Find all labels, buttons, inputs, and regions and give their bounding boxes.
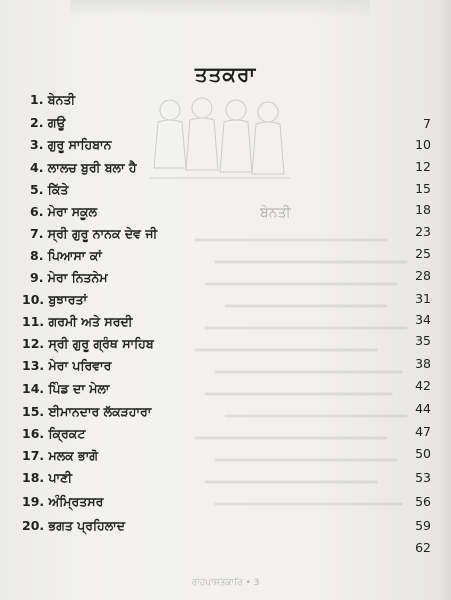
toc-entry-page: 7: [423, 116, 431, 131]
toc-entry-title: 3. ਗੁਰੂ ਸਾਹਿਬਾਨ: [30, 137, 112, 152]
toc-entry-title: 14. ਪਿੰਡ ਦਾ ਮੇਲਾ: [22, 381, 110, 396]
page-footer: ਰਾਹਪਾਸਤਕਾਰਿ • 3: [191, 578, 260, 588]
toc-entry-page: 34: [415, 312, 431, 327]
toc-entry-page: 44: [415, 401, 431, 416]
toc-entry-title: 15. ਈਮਾਨਦਾਰ ਲੱਕੜਹਾਰਾ: [22, 404, 152, 419]
toc-entry-title: 18. ਪਾਣੀ: [22, 470, 73, 485]
toc-entry-title: 19. ਅੰਮ੍ਰਿਤਸਰ: [22, 494, 104, 509]
toc-entry-page: 35: [415, 333, 431, 348]
toc-entry-page: 25: [415, 246, 431, 261]
toc-entry-page: 28: [415, 268, 431, 283]
page-edge-shadow: [439, 0, 451, 600]
toc-entry-page: 31: [415, 291, 431, 306]
toc-entry-page: 42: [415, 378, 431, 393]
toc-entry-title: 9. ਮੇਰਾ ਨਿਤਨੇਮ: [30, 270, 108, 285]
toc-entry-title: 16. ਕ੍ਰਿਕਟ: [22, 426, 86, 441]
toc-entry-title: 7. ਸ੍ਰੀ ਗੁਰੂ ਨਾਨਕ ਦੇਵ ਜੀ: [30, 226, 158, 241]
toc-entry-page: 23: [415, 224, 431, 239]
toc-entry-page: 38: [415, 356, 431, 371]
toc-entry-page: 59: [415, 518, 431, 533]
toc-entry-title: 17. ਮਲਕ ਭਾਗੋ: [22, 448, 98, 463]
toc-entry-title: 4. ਲਾਲਚ ਬੁਰੀ ਬਲਾ ਹੈ: [30, 160, 137, 175]
toc-entry-title: 10. ਬੁਝਾਰਤਾਂ: [22, 292, 88, 307]
toc-entry-page: 15: [415, 181, 431, 196]
toc-entry-page: 18: [415, 202, 431, 217]
toc-entry-title: 1. ਬੇਨਤੀ: [30, 92, 76, 107]
toc-entry-title: 12. ਸ੍ਰੀ ਗੁਰੂ ਗ੍ਰੰਥ ਸਾਹਿਬ: [22, 336, 154, 351]
toc-entry-page: 50: [415, 446, 431, 461]
page-title: ਤਤਕਰਾ: [194, 62, 257, 86]
toc-entry-page: 10: [415, 137, 431, 152]
toc-entry-page: 47: [415, 424, 431, 439]
toc-entry-page: 56: [415, 494, 431, 509]
toc-entry-title: 5. ਕਿੱਤੇ: [30, 182, 69, 197]
toc-entry-page: 12: [415, 159, 431, 174]
toc-entry-title: 8. ਪਿਆਸਾ ਕਾਂ: [30, 248, 102, 263]
toc-entry-page: 53: [415, 470, 431, 485]
toc-entry-title: 20. ਭਗਤ ਪ੍ਰਹਿਲਾਦ: [22, 518, 126, 533]
toc-entry-title: 11. ਗਰਮੀ ਅਤੇ ਸਰਦੀ: [22, 314, 133, 329]
toc-entry-title: 13. ਮੇਰਾ ਪਰਿਵਾਰ: [22, 358, 112, 373]
show-through-heading: ਬੇਨਤੀ: [260, 205, 291, 221]
toc-entry-page: 62: [415, 540, 431, 555]
toc-entry-title: 6. ਮੇਰਾ ਸਕੂਲ: [30, 204, 97, 219]
toc-entry-title: 2. ਗਊ: [30, 115, 66, 130]
